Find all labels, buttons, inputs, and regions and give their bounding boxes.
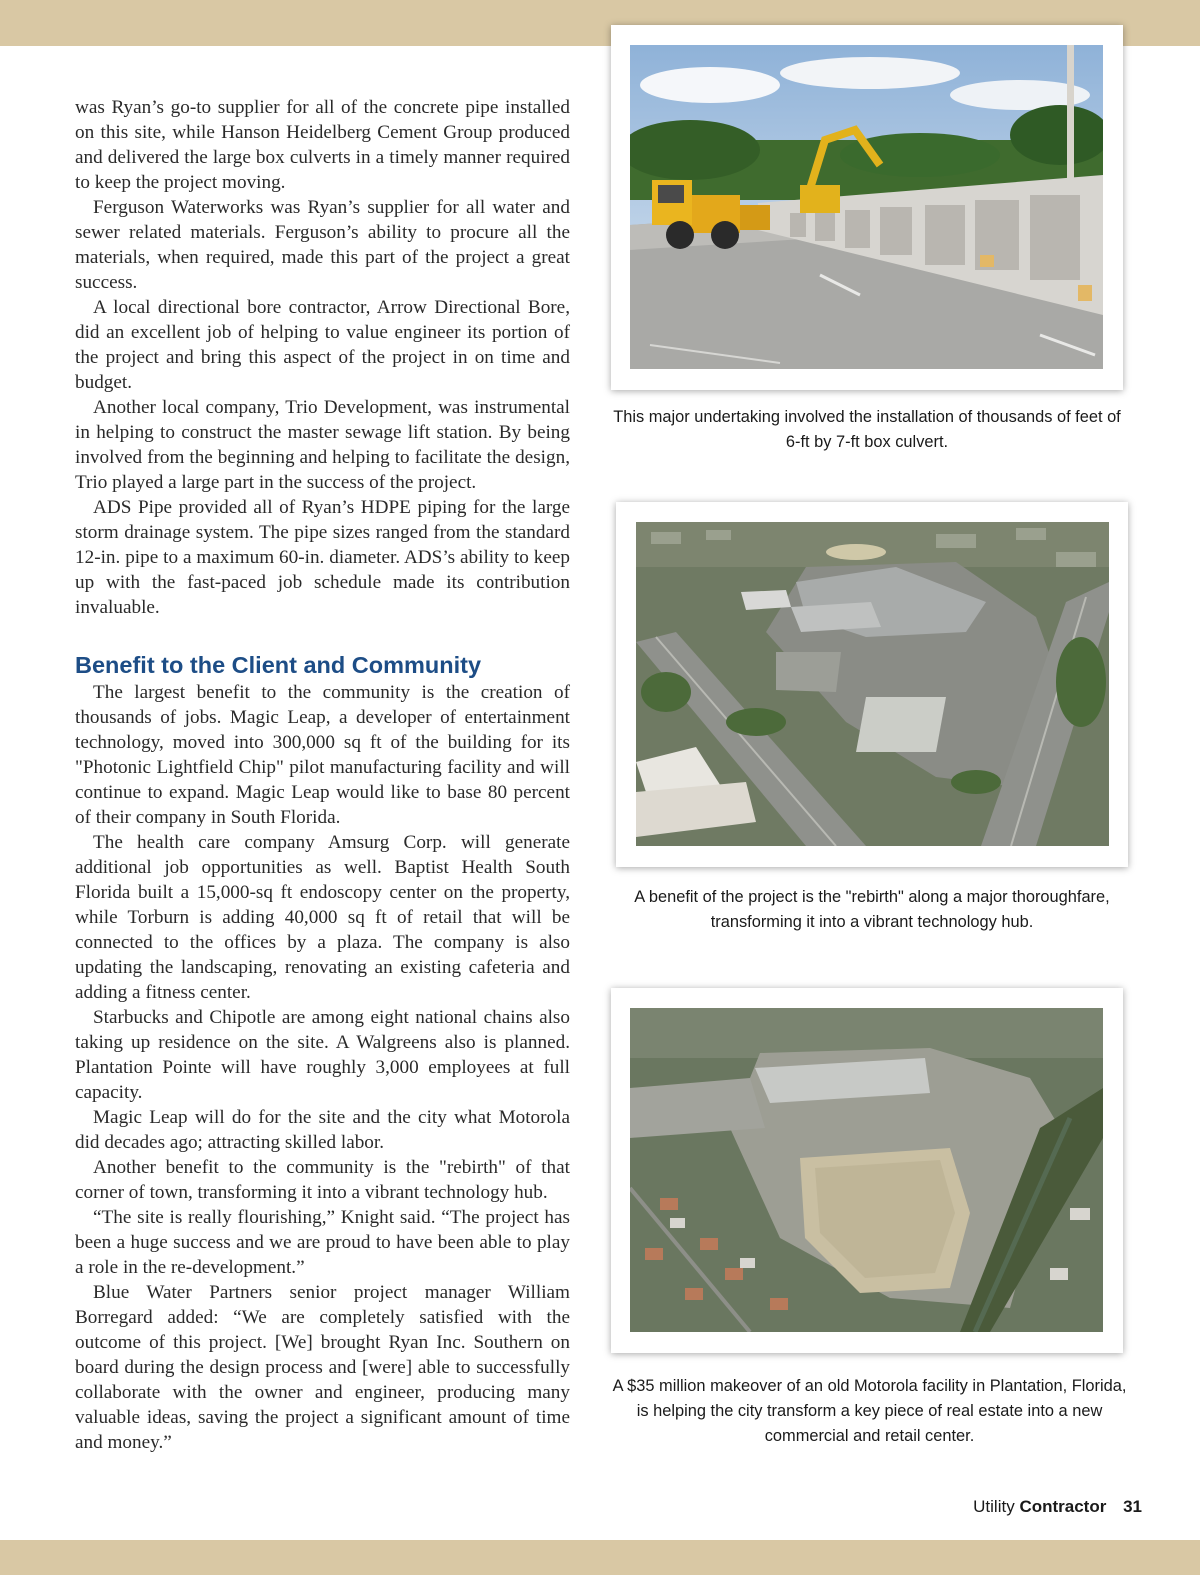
photo-frame-culverts [611,25,1123,390]
photo-caption: A benefit of the project is the "rebirth" along a major thoroughfare, transforming it into a vibrant technology hub. [634,888,1110,931]
body-paragraph: A local directional bore contractor, Arrow Directional Bore, did an excellent job of helping to value engineer its portion of the project and bring this aspect of the project in on time and budget. [75,297,570,393]
body-paragraph: Magic Leap will do for the site and the city what Motorola did decades ago; attracting skilled labor. [75,1107,570,1153]
section-heading: Benefit to the Client and Community [75,652,482,678]
body-paragraph: The largest benefit to the community is the creation of thousands of jobs. Magic Leap, a developer of entertainment technology, moved into 300,000 sq ft of the building for its "Photonic Lightfield Chip" pilot manufacturing facility and will continue to expand. Magic Leap would like to base 80 percent of their company in South Florida. [75,682,570,828]
photo-caption: This major undertaking involved the installation of thousands of feet of 6-ft by 7-ft box culvert. [613,408,1121,451]
body-paragraph: The health care company Amsurg Corp. will generate additional job opportunities as well. Baptist Health South Florida built a 15,000-sq ft endoscopy center on the property, while Torburn is adding 40,000 sq ft of retail that will be connected to the offices by a plaza. The company is also updating the landscaping, renovating an existing cafeteria and adding a fitness center. [75,832,570,1003]
photo-frame-aerial-thoroughfare [616,502,1128,867]
body-paragraph: “The site is really flourishing,” Knight said. “The project has been a huge success and we are proud to have been able to play a role in the re-development.” [75,1207,570,1278]
body-paragraph: was Ryan’s go-to supplier for all of the concrete pipe installed on this site, while Hanson Heidelberg Cement Group produced and delivered the large box culverts in a timely manner required to keep the project moving. [75,97,570,193]
aerial-thoroughfare-photo [636,522,1109,846]
body-paragraph: Starbucks and Chipotle are among eight national chains also taking up residence on the site. A Walgreens also is planned. Plantation Pointe will have roughly 3,000 employees at full capacity. [75,1007,570,1103]
bottom-color-band [0,1540,1200,1575]
page-number: 31 [1123,1497,1142,1516]
magazine-name-brand: Contractor [1019,1497,1107,1516]
page-footer [973,1497,1142,1517]
body-paragraph: Another benefit to the community is the "rebirth" of that corner of town, transforming it into a vibrant technology hub. [75,1157,570,1203]
body-paragraph: Blue Water Partners senior project manager William Borregard added: “We are completely satisfied with the outcome of this project. [We] brought Ryan Inc. Southern on board during the design process and [were] able to successfully collaborate with the owner and engineer, producing many valuable ideas, saving the project a significant amount of time and money.” [75,1282,570,1453]
body-paragraph: Ferguson Waterworks was Ryan’s supplier for all water and sewer related materials. Ferguson’s ability to procure all the materials, when required, made this part of the project a great success. [75,197,570,293]
body-paragraph: ADS Pipe provided all of Ryan’s HDPE piping for the large storm drainage system. The pipe sizes ranged from the standard 12-in. pipe to a maximum 60-in. diameter. ADS’s ability to keep up with the fast-paced job schedule made its contribution invaluable. [75,497,570,618]
magazine-name-prefix: Utility [973,1497,1015,1516]
box-culvert-photo [630,45,1103,369]
photo-frame-aerial-site [611,988,1123,1353]
photo-caption: A $35 million makeover of an old Motorola facility in Plantation, Florida, is helping the city transform a key piece of real estate into a new commercial and retail center. [612,1377,1127,1445]
aerial-site-photo [630,1008,1103,1332]
article-body [75,95,570,1455]
body-paragraph: Another local company, Trio Development, was instrumental in helping to construct the master sewage lift station. By being involved from the beginning and helping to facilitate the design, Trio played a large part in the success of the project. [75,397,570,493]
